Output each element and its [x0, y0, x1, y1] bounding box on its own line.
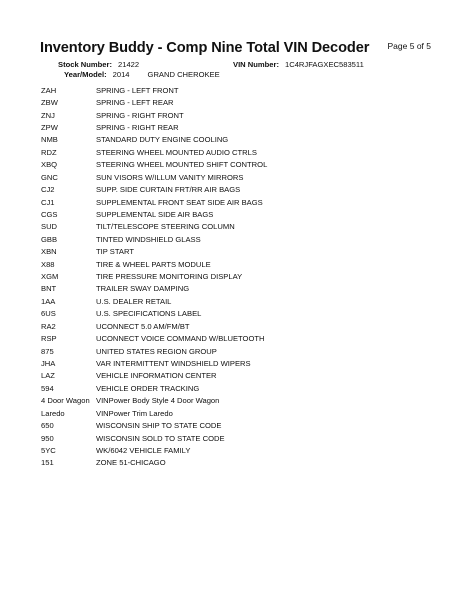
option-code: BNT — [41, 284, 57, 294]
option-code: SUD — [41, 222, 58, 232]
option-code: GBB — [41, 234, 58, 244]
option-code: CJ2 — [41, 185, 55, 195]
option-description: TIRE PRESSURE MONITORING DISPLAY — [96, 272, 243, 282]
option-description: ZONE 51-CHICAGO — [96, 458, 166, 468]
option-description: STANDARD DUTY ENGINE COOLING — [96, 135, 229, 145]
list-item — [41, 332, 267, 344]
option-code: Laredo — [41, 408, 65, 418]
list-item — [41, 245, 267, 257]
option-code: NMB — [41, 135, 58, 145]
list-item — [41, 407, 267, 419]
option-description: TRAILER SWAY DAMPING — [96, 284, 190, 294]
option-code: 1AA — [41, 296, 56, 306]
stock-number-value: 21422 — [118, 60, 140, 69]
list-item — [41, 320, 267, 332]
option-code: CGS — [41, 209, 58, 219]
option-description: VEHICLE ORDER TRACKING — [96, 383, 200, 393]
option-code: 151 — [41, 458, 54, 468]
option-description: U.S. SPECIFICATIONS LABEL — [96, 309, 202, 319]
list-item — [41, 109, 267, 121]
option-description: U.S. DEALER RETAIL — [96, 296, 172, 306]
option-description: SPRING - LEFT FRONT — [96, 85, 179, 95]
option-description: STEERING WHEEL MOUNTED SHIFT CONTROL — [96, 160, 268, 170]
vin-label: VIN Number: — [233, 60, 279, 69]
option-code: JHA — [41, 358, 56, 368]
list-item — [41, 270, 267, 282]
page-title: Inventory Buddy - Comp Nine Total VIN Decoder — [40, 40, 370, 56]
model-value: GRAND CHEROKEE — [147, 70, 220, 79]
list-item — [41, 208, 267, 220]
option-description: VAR INTERMITTENT WINDSHIELD WIPERS — [96, 358, 251, 368]
option-code: RA2 — [41, 321, 56, 331]
list-item — [41, 308, 267, 320]
option-description: UNITED STATES REGION GROUP — [96, 346, 217, 356]
option-code: ZNJ — [41, 110, 55, 120]
list-item — [41, 345, 267, 357]
option-code: CJ1 — [41, 197, 55, 207]
list-item — [41, 395, 267, 407]
option-description: TIRE & WHEEL PARTS MODULE — [96, 259, 211, 269]
list-item — [41, 258, 267, 270]
vin-value: 1C4RJFAGXEC583511 — [285, 60, 364, 69]
year-model-label: Year/Model: — [64, 70, 107, 79]
list-item — [41, 283, 267, 295]
option-code: ZAH — [41, 85, 57, 95]
option-description: STEERING WHEEL MOUNTED AUDIO CTRLS — [96, 147, 257, 157]
option-description: VINPower Trim Laredo — [96, 408, 173, 418]
list-item — [41, 146, 267, 158]
option-code: 594 — [41, 383, 54, 393]
option-code: 4 Door Wagon — [41, 396, 90, 406]
option-description: SUPP. SIDE CURTAIN FRT/RR AIR BAGS — [96, 185, 241, 195]
list-item — [41, 444, 267, 456]
option-description: SUN VISORS W/ILLUM VANITY MIRRORS — [96, 172, 244, 182]
list-item — [41, 121, 267, 133]
year-model-row — [64, 70, 220, 79]
option-description: UCONNECT VOICE COMMAND W/BLUETOOTH — [96, 334, 265, 344]
option-code: X88 — [41, 259, 55, 269]
option-code: XBN — [41, 247, 57, 257]
option-description: SPRING - RIGHT REAR — [96, 122, 179, 132]
list-item — [41, 159, 267, 171]
list-item — [41, 295, 267, 307]
list-item — [41, 96, 267, 108]
list-item — [41, 419, 267, 431]
list-item — [41, 432, 267, 444]
option-description: SPRING - RIGHT FRONT — [96, 110, 184, 120]
option-code: 5YC — [41, 445, 56, 455]
option-description: VINPower Body Style 4 Door Wagon — [96, 396, 220, 406]
list-item — [41, 183, 267, 195]
option-description: SUPPLEMENTAL FRONT SEAT SIDE AIR BAGS — [96, 197, 263, 207]
list-item — [41, 457, 267, 469]
list-item — [41, 134, 267, 146]
option-code: 875 — [41, 346, 54, 356]
option-description: TINTED WINDSHIELD GLASS — [96, 234, 201, 244]
list-item — [41, 196, 267, 208]
option-description: TIP START — [96, 247, 134, 257]
list-item — [41, 233, 267, 245]
option-code: RSP — [41, 334, 57, 344]
list-item — [41, 221, 267, 233]
list-item — [41, 357, 267, 369]
page-number: Page 5 of 5 — [387, 41, 431, 51]
vin-row — [233, 60, 364, 69]
option-code: GNC — [41, 172, 58, 182]
stock-number-label: Stock Number: — [58, 60, 113, 69]
option-code: XGM — [41, 272, 59, 282]
option-description: WK/6042 VEHICLE FAMILY — [96, 445, 191, 455]
option-code: LAZ — [41, 371, 55, 381]
stock-number-row — [58, 60, 139, 69]
option-description: SUPPLEMENTAL SIDE AIR BAGS — [96, 209, 214, 219]
option-code-list — [41, 84, 267, 469]
option-description: SPRING - LEFT REAR — [96, 98, 174, 108]
option-code: RDZ — [41, 147, 57, 157]
option-description: TILT/TELESCOPE STEERING COLUMN — [96, 222, 235, 232]
option-code: ZPW — [41, 122, 58, 132]
option-code: 650 — [41, 421, 54, 431]
option-code: 6US — [41, 309, 56, 319]
list-item — [41, 382, 267, 394]
option-description: VEHICLE INFORMATION CENTER — [96, 371, 217, 381]
option-code: ZBW — [41, 98, 58, 108]
option-code: 950 — [41, 433, 54, 443]
list-item — [41, 84, 267, 96]
list-item — [41, 370, 267, 382]
option-description: WISCONSIN SOLD TO STATE CODE — [96, 433, 225, 443]
option-code: XBQ — [41, 160, 58, 170]
year-value: 2014 — [112, 70, 130, 79]
list-item — [41, 171, 267, 183]
option-description: WISCONSIN SHIP TO STATE CODE — [96, 421, 222, 431]
option-description: UCONNECT 5.0 AM/FM/BT — [96, 321, 190, 331]
